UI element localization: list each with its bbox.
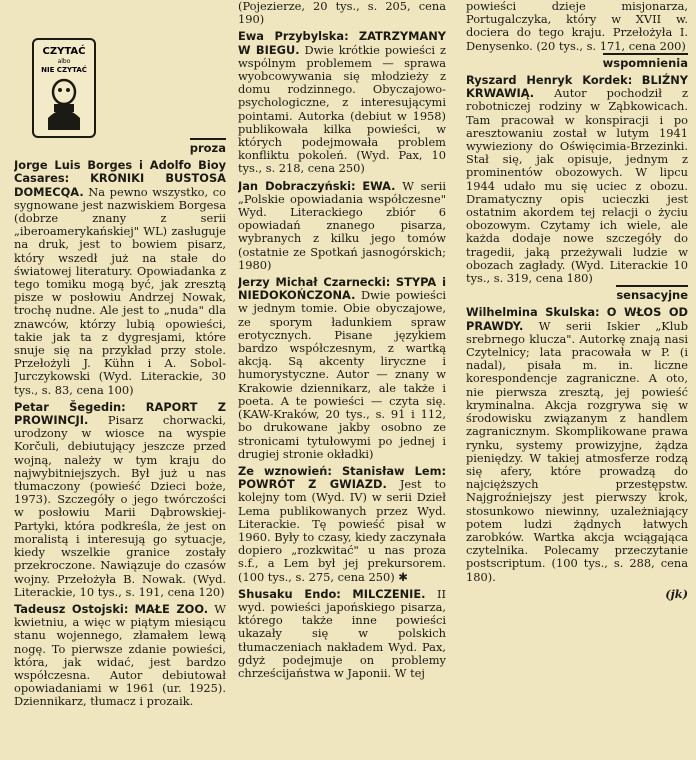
entry-title: O WŁOS OD PRAWDY. — [466, 305, 688, 333]
book-entry — [14, 159, 226, 397]
book-entry — [238, 276, 446, 461]
entry-body: Jest to kolejny tom (Wyd. IV) w serii Dzieł Lema publikowanych przez Wyd. Literackie. Tę powieść pisał w 1960. Były to czasy, kiedy zaczynała dopiero „rozkwitać" u nas proza s.f., a Lem był jej prekursorem. (100 tys., s. 275, cena 250) ✱ — [238, 477, 446, 584]
entry-body: Autor pochodził z robotniczej rodziny w Ząbkowicach. Tam pracował w konspiracji i po aresztowaniu został w lutym 1941 wywieziony do Oświęcimia-Brzezinki. Stał się, jak opisuje, jednym z prominentów obozowych. W lipcu 1944 udało mu się uciec z obozu. Dramatyczny opis ucieczki jest ostatnim akordem tej relacji o życiu obozowym. Czytamy ich wiele, ale każda dodaje nowe szczegóły do tragedii, jaką przeżywali ludzie w obozach zagłady. (Wyd. Literackie 10 tys., s. 319, cena 180) — [466, 86, 688, 286]
book-entry — [14, 603, 226, 709]
entry-author: Tadeusz Ostojski: — [14, 601, 129, 616]
entry-title: RAPORT Z PROWINCJI. — [14, 399, 226, 428]
entry-body: (Pojezierze, 20 tys., s. 205, cena 190) — [238, 0, 446, 27]
section-header-proza: proza — [14, 142, 226, 155]
book-entry-continued — [466, 0, 688, 53]
entry-body: Pisarz chorwacki, urodzony w wiosce na wyspie Korčuli, debiutujący jeszcze przed wojną, należy w tym kraju do najwybitniejszych. Był już u nas tłumaczony (powieść Dzieci boże, 1973). Szczegóły o jego twórczości w posłowiu Marii Dąbrowskiej-Partyki, która podkreśla, że jest on moralistą i interesują go sytuacje, kiedy wszelkie granice zostały przekroczone. Nawiązuje do czasów wojny. Przełożyła B. Nowak. (Wyd. Literackie, 10 tys., s. 191, cena 120) — [14, 413, 226, 599]
book-entry — [238, 180, 446, 272]
entry-body: Dwie powieści w jednym tomie. Obie obyczajowe, ze sporym ładunkiem spraw erotycznych. Pisane językiem bardzo współczesnym, z wartką akcją. Są akcenty liryczne i humorystyczne. Autor — znany w Krakowie dziennikarz, ale także i poeta. A te powieści — czyta się. (KAW-Kraków, 20 tys., s. 91 i 112, bo drukowane jakby osobno ze stronicami tytułowymi po jednej i drugiej stronie okładki) — [238, 288, 446, 461]
entry-author: Ryszard Henryk Kordek: — [466, 73, 633, 88]
entry-title: ZATRZYMANY W BIEGU. — [238, 29, 446, 57]
book-entry — [238, 465, 446, 584]
entry-author: Jorge Luis Borges i Adolfo Bioy Casares: — [14, 158, 226, 186]
entry-title: KRONIKI BUSTOSA DOMECQA. — [14, 171, 226, 199]
entry-body: Dwie krótkie powieści z wspólnym problemem — sprawa wyobcowywania się młodzieży z domu rodzinnego. Obyczajowo-psychologiczne, z interesującymi pointami. Autorka (debiut w 1958) publikowała kilka powieści, w których podejmowała problem konfliktu pokoleń. (Wyd. Pax, 10 tys., s. 218, cena 250) — [238, 42, 446, 176]
logo-top-text: CZYTAĆ — [42, 46, 86, 57]
column-1 — [14, 0, 226, 760]
entry-author: Shusaku Endo: — [238, 586, 341, 601]
entry-body: II wyd. powieści japońskiego pisarza, którego także inne powieści ukazały się w polskich tłumaczeniach nakładem Wyd. Pax, gdyż podejmuje on problemy chrześcijaństwa w Japonii. W tej — [238, 586, 446, 680]
entry-body: Na pewno wszystko, co sygnowane jest nazwiskiem Borgesa (dobrze znany z serii „iberoamerykańskiej" WL) zasługuje na druk, jest to bowiem pisarz, który wszedł już na stałe do światowej literatury. Opowiadanka z tego tomiku mogą być, jak zresztą pisze w posłowiu Andrzej Nowak, trochę nudne. Ale jest to „nuda" dla znawców, którzy lubią opowieści, takie jak ta z dygresjami, które snuje się na przykład przy stole. Przełożyli J. Kühn i A. Sobol-Jurczykowski (Wyd. Literackie, 30 tys., s. 83, cena 100) — [14, 184, 226, 397]
entry-author: Wilhelmina Skulska: — [466, 305, 600, 320]
reader-icon — [34, 40, 94, 136]
entry-author: Ze wznowień: Stanisław Lem: — [238, 463, 446, 478]
author-signature: (jk) — [665, 586, 688, 601]
column-3 — [466, 0, 688, 760]
czytac-logo — [32, 38, 96, 138]
entry-author: Ewa Przybylska: — [238, 29, 349, 44]
entry-title: BLIŹNY KRWAWIĄ. — [466, 73, 688, 101]
logo-bottom-text: NIE CZYTAĆ — [41, 66, 87, 74]
book-entry-continued — [238, 0, 446, 26]
entry-body: W serii „Polskie opowiadania współczesne" Wyd. Literackiego zbiór 6 opowiadań znanego pisarza, wybranych z kilku jego tomów (ostatnie ze Spotkań jasnogórskich; 1980) — [238, 178, 446, 272]
book-entry — [14, 401, 226, 599]
section-header-sensacyjne: sensacyjne — [466, 289, 688, 302]
section-header-wspomnienia: wspomnienia — [466, 57, 688, 70]
logo-mid-text: albo — [57, 58, 71, 65]
column-2 — [238, 0, 446, 760]
entry-body: powieści dzieje misjonarza, Portugalczyka, który w XVII w. dociera do tego kraju. Przełożyła I. Denysenko. (20 tys., s. 171, cena 200) — [466, 0, 688, 53]
entry-author: Petar Šegedin: — [14, 399, 126, 414]
entry-title: MILCZENIE. — [352, 586, 426, 601]
book-entry — [238, 30, 446, 175]
entry-body: W serii Iskier „Klub srebrnego klucza". Autorkę znają nasi Czytelnicy; lata pracowała w P. (i nadal), pisała m. in. liczne korespondencje zagraniczne. A oto, nie pierwsza zresztą, jej powieść kryminalna. Akcja rozgrywa się w środowisku związanym z handlem zagranicznym. Skomplikowane prawa rynku, systemy prowizyjne, żądza pieniędzy. W takiej atmosferze rodzą się afery, które prowadzą do najcięższych przestępstw. Najgroźniejszy jest pierwszy krok, stosunkowo niewinny, uzależniający potem ludzi żądnych łatwych zarobków. Wartka akcja wciągająca czytelnika. Polecamy przeczytanie postscriptum. (100 tys., s. 288, cena 180). — [466, 318, 688, 584]
entry-author: Jerzy Michał Czarnecki: — [238, 275, 391, 290]
book-entry — [466, 74, 688, 285]
entry-title: STYPA i NIEDOKOŃCZONA. — [238, 275, 446, 303]
entry-author: Jan Dobraczyński: — [238, 178, 356, 193]
book-entry — [238, 588, 446, 680]
book-entry — [466, 306, 688, 583]
entry-title: POWRÓT Z GWIAZD. — [238, 477, 387, 492]
entry-title: MAŁE ZOO. — [134, 601, 209, 616]
entry-body: W kwietniu, a więc w piątym miesiącu stanu wojennego, złamałem lewą nogę. To pierwsze zdanie powieści, która, jak widać, jest bardzo współczesna. Autor debiutował opowiadaniami w 1961 (ur. 1925). Dziennikarz, tłumacz i prozaik. — [14, 601, 226, 709]
entry-title: EWA. — [362, 178, 396, 193]
